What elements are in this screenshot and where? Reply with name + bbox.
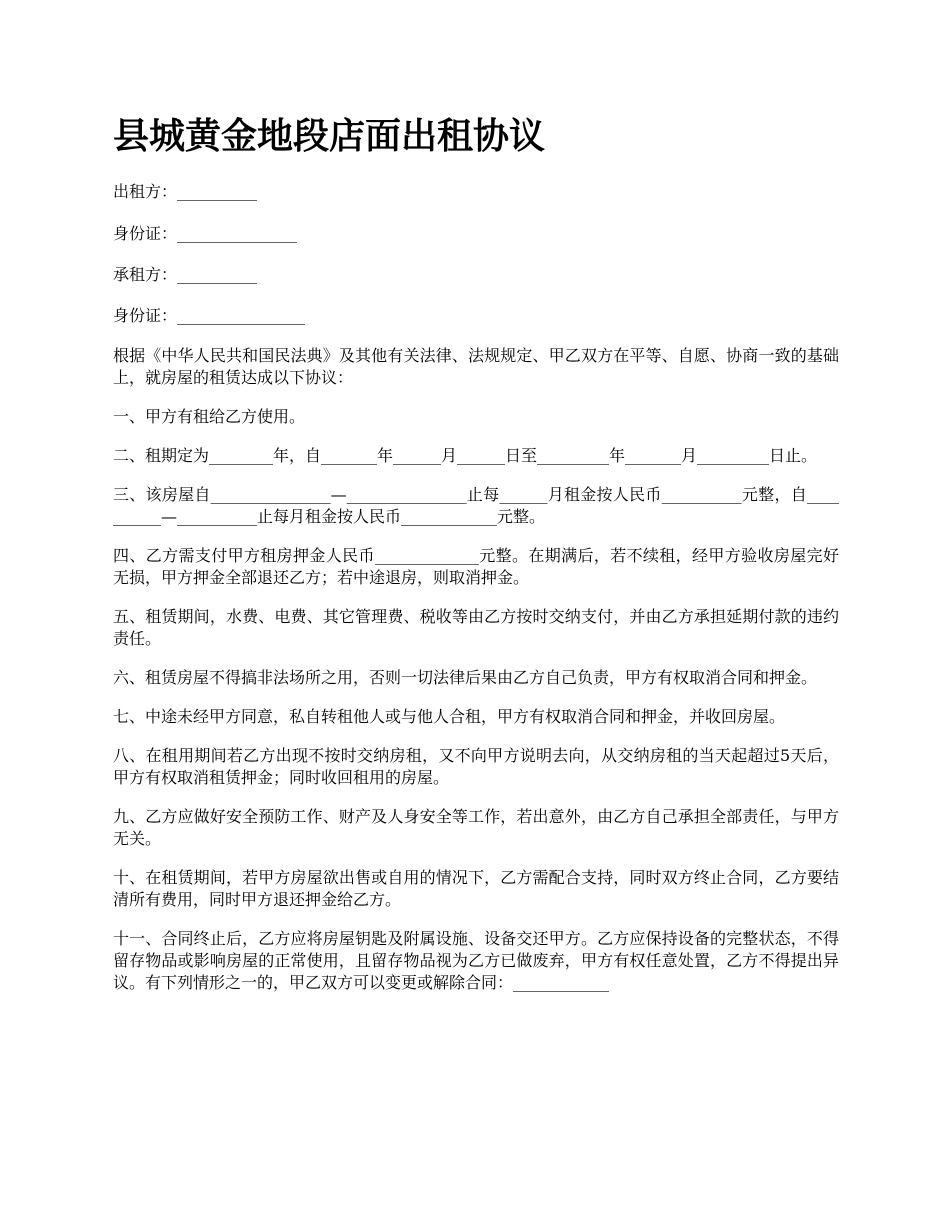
clause-7: 七、中途未经甲方同意，私自转租他人或与他人合租，甲方有权取消合同和押金，并收回房屋。 (113, 707, 786, 726)
clause-1: 一、甲方有租给乙方使用。 (113, 407, 306, 426)
clause-6: 六、租赁房屋不得搞非法场所之用，否则一切法律后果由乙方自己负责，甲方有权取消合同和押金。 (113, 668, 818, 687)
lessor-field: 出租方：__________ (113, 182, 258, 201)
preamble-paragraph: 根据《中华人民共和国民法典》及其他有关法律、法规规定、甲乙双方在平等、自愿、协商一致的基础上，就房屋的租赁达成以下协议： (113, 346, 839, 387)
clause-4: 四、乙方需支付甲方租房押金人民币_____________元整。在期满后，若不续租，经甲方验收房屋完好无损，甲方押金全部退还乙方；若中途退房，则取消押金。 (113, 546, 839, 587)
clause-10: 十、在租赁期间，若甲方房屋欲出售或自用的情况下，乙方需配合支持，同时双方终止合同，乙方要结清所有费用，同时甲方退还押金给乙方。 (113, 868, 839, 909)
clause-11: 十一、合同终止后，乙方应将房屋钥匙及附属设施、设备交还甲方。乙方应保持设备的完整状态，不得留存物品或影响房屋的正常使用，且留存物品视为乙方已做废弃，甲方有权任意处置，乙方不得提出异议。有下列情形之一的，甲乙双方可以变更或解除合同：____________ (113, 929, 839, 992)
clause-9: 九、乙方应做好安全预防工作、财产及人身安全等工作，若出意外，由乙方自己承担全部责任，与甲方无关。 (113, 807, 839, 848)
document-title: 县城黄金地段店面出租协议 (113, 116, 546, 157)
lessee-id-field: 身份证：________________ (113, 306, 306, 325)
lessor-id-field: 身份证：_______________ (113, 224, 298, 243)
clause-8: 八、在租用期间若乙方出现不按时交纳房租，又不向甲方说明去向，从交纳房租的当天起超过5天后，甲方有权取消租赁押金；同时收回租用的房屋。 (113, 746, 839, 787)
clause-3: 三、该房屋自_______________—_______________止每______月租金按人民币__________元整，自__________—__________止每月租金按人民币____________元整。 (113, 485, 839, 526)
lessee-field: 承租方：__________ (113, 265, 258, 284)
clause-2: 二、租期定为________年，自_______年______月______日至_________年_______月_________日止。 (113, 446, 818, 465)
agreement-body (113, 345, 839, 1011)
clause-5: 五、租赁期间，水费、电费、其它管理费、税收等由乙方按时交纳支付，并由乙方承担延期付款的违约责任。 (113, 607, 839, 648)
